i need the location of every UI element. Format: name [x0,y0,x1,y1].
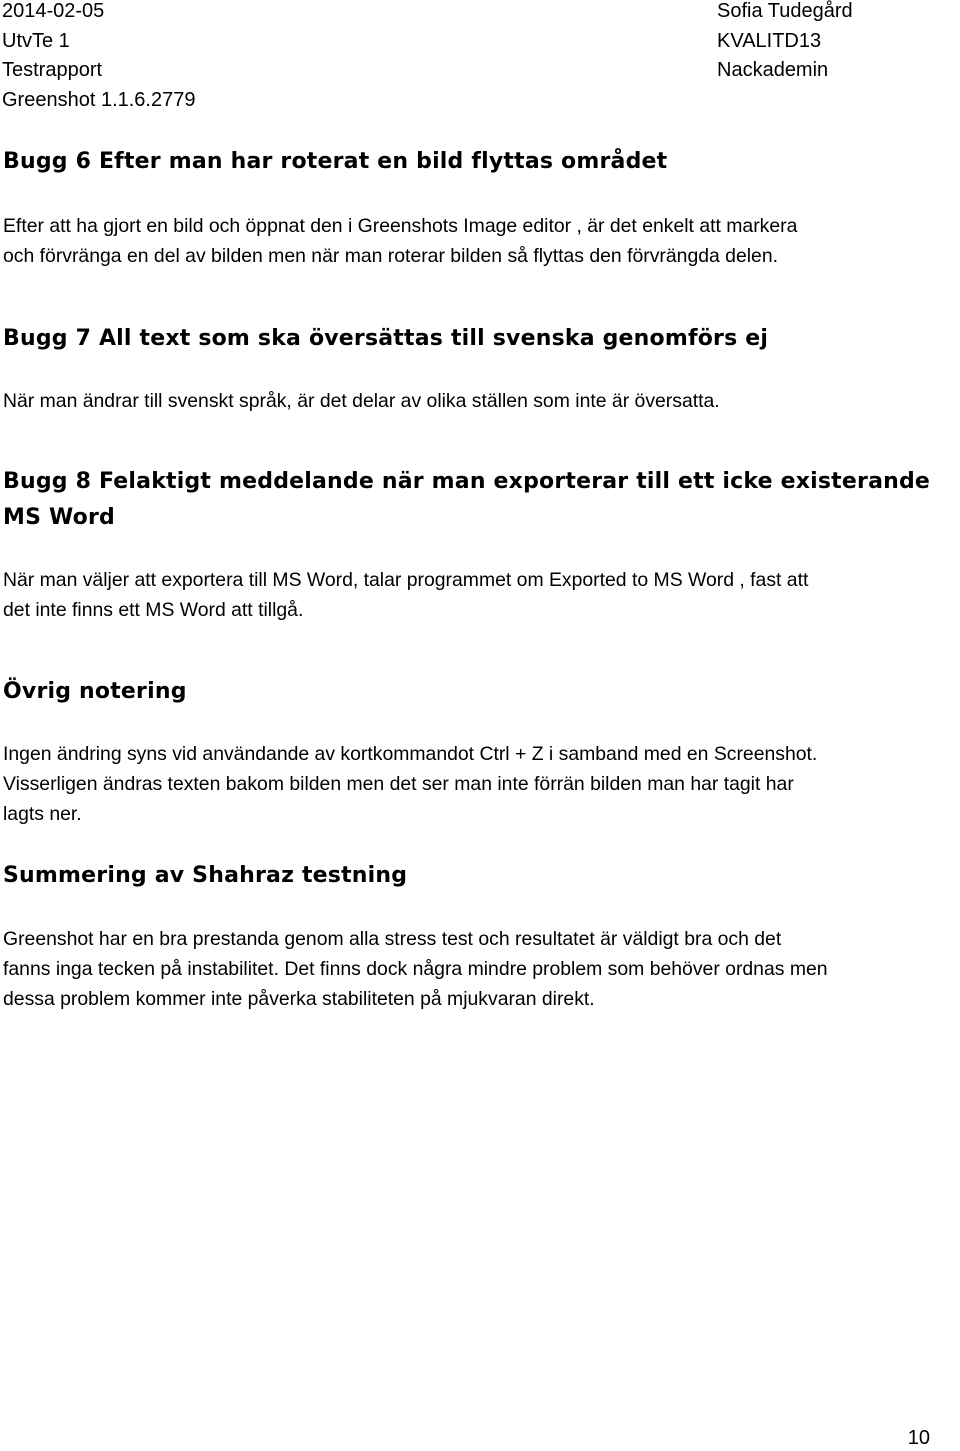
header-left-block [2,0,195,115]
bug6-heading: Bugg 6 Efter man har roterat en bild flyttas området [3,149,668,174]
bug8-heading: Bugg 8 Felaktigt meddelande när man exporterar till ett icke existerande MS Word [3,469,931,530]
bug6-line: Efter att ha gjort en bild och öppnat den i Greenshots Image editor , är det enkelt att markera [3,215,798,237]
bug8-line: det inte finns ett MS Word att tillgå. [3,598,304,621]
summary-heading: Summering av Shahraz testning [3,863,408,888]
bug7-paragraph [3,387,957,417]
header-class: KVALITD13 [717,29,822,52]
header-author: Sofia Tudegård [717,0,853,22]
header-course: UtvTe 1 [2,29,70,52]
bug6-line: och förvränga en del av bilden men när man roterar bilden så flyttas den förvrängda delen. [3,244,779,267]
bug6-paragraph [3,212,957,272]
note-line: lagts ner. [3,802,82,825]
note-heading: Övrig notering [3,679,187,704]
note-paragraph [3,740,957,829]
header-version: Greenshot 1.1.6.2779 [2,88,196,111]
summary-line: fanns inga tecken på instabilitet. Det finns dock några mindre problem som behöver ordnas men [3,957,828,980]
note-line: Visserligen ändras texten bakom bilden men det ser man inte förrän bilden man har tagit har [3,772,794,795]
header-school: Nackademin [717,59,829,81]
bug7-heading: Bugg 7 All text som ska översättas till svenska genomförs ej [3,326,769,351]
bug7-line: När man ändrar till svenskt språk, är det delar av olika ställen som inte är översatta. [3,390,720,412]
note-line: Ingen ändring syns vid användande av kortkommandot Ctrl + Z i samband med en Screenshot. [3,743,818,765]
summary-line: Greenshot har en bra prestanda genom alla stress test och resultatet är väldigt bra och det [3,928,782,950]
header-doc-type: Testrapport [2,59,103,81]
bug8-line: När man väljer att exportera till MS Word, talar programmet om Exported to MS Word , fast att [3,569,809,591]
header-date: 2014-02-05 [2,0,105,22]
summary-paragraph [3,925,957,1014]
bug8-paragraph [3,566,957,626]
header-right-block [717,0,853,86]
page-number: 10 [907,1427,930,1449]
summary-line: dessa problem kommer inte påverka stabiliteten på mjukvaran direkt. [3,987,595,1010]
